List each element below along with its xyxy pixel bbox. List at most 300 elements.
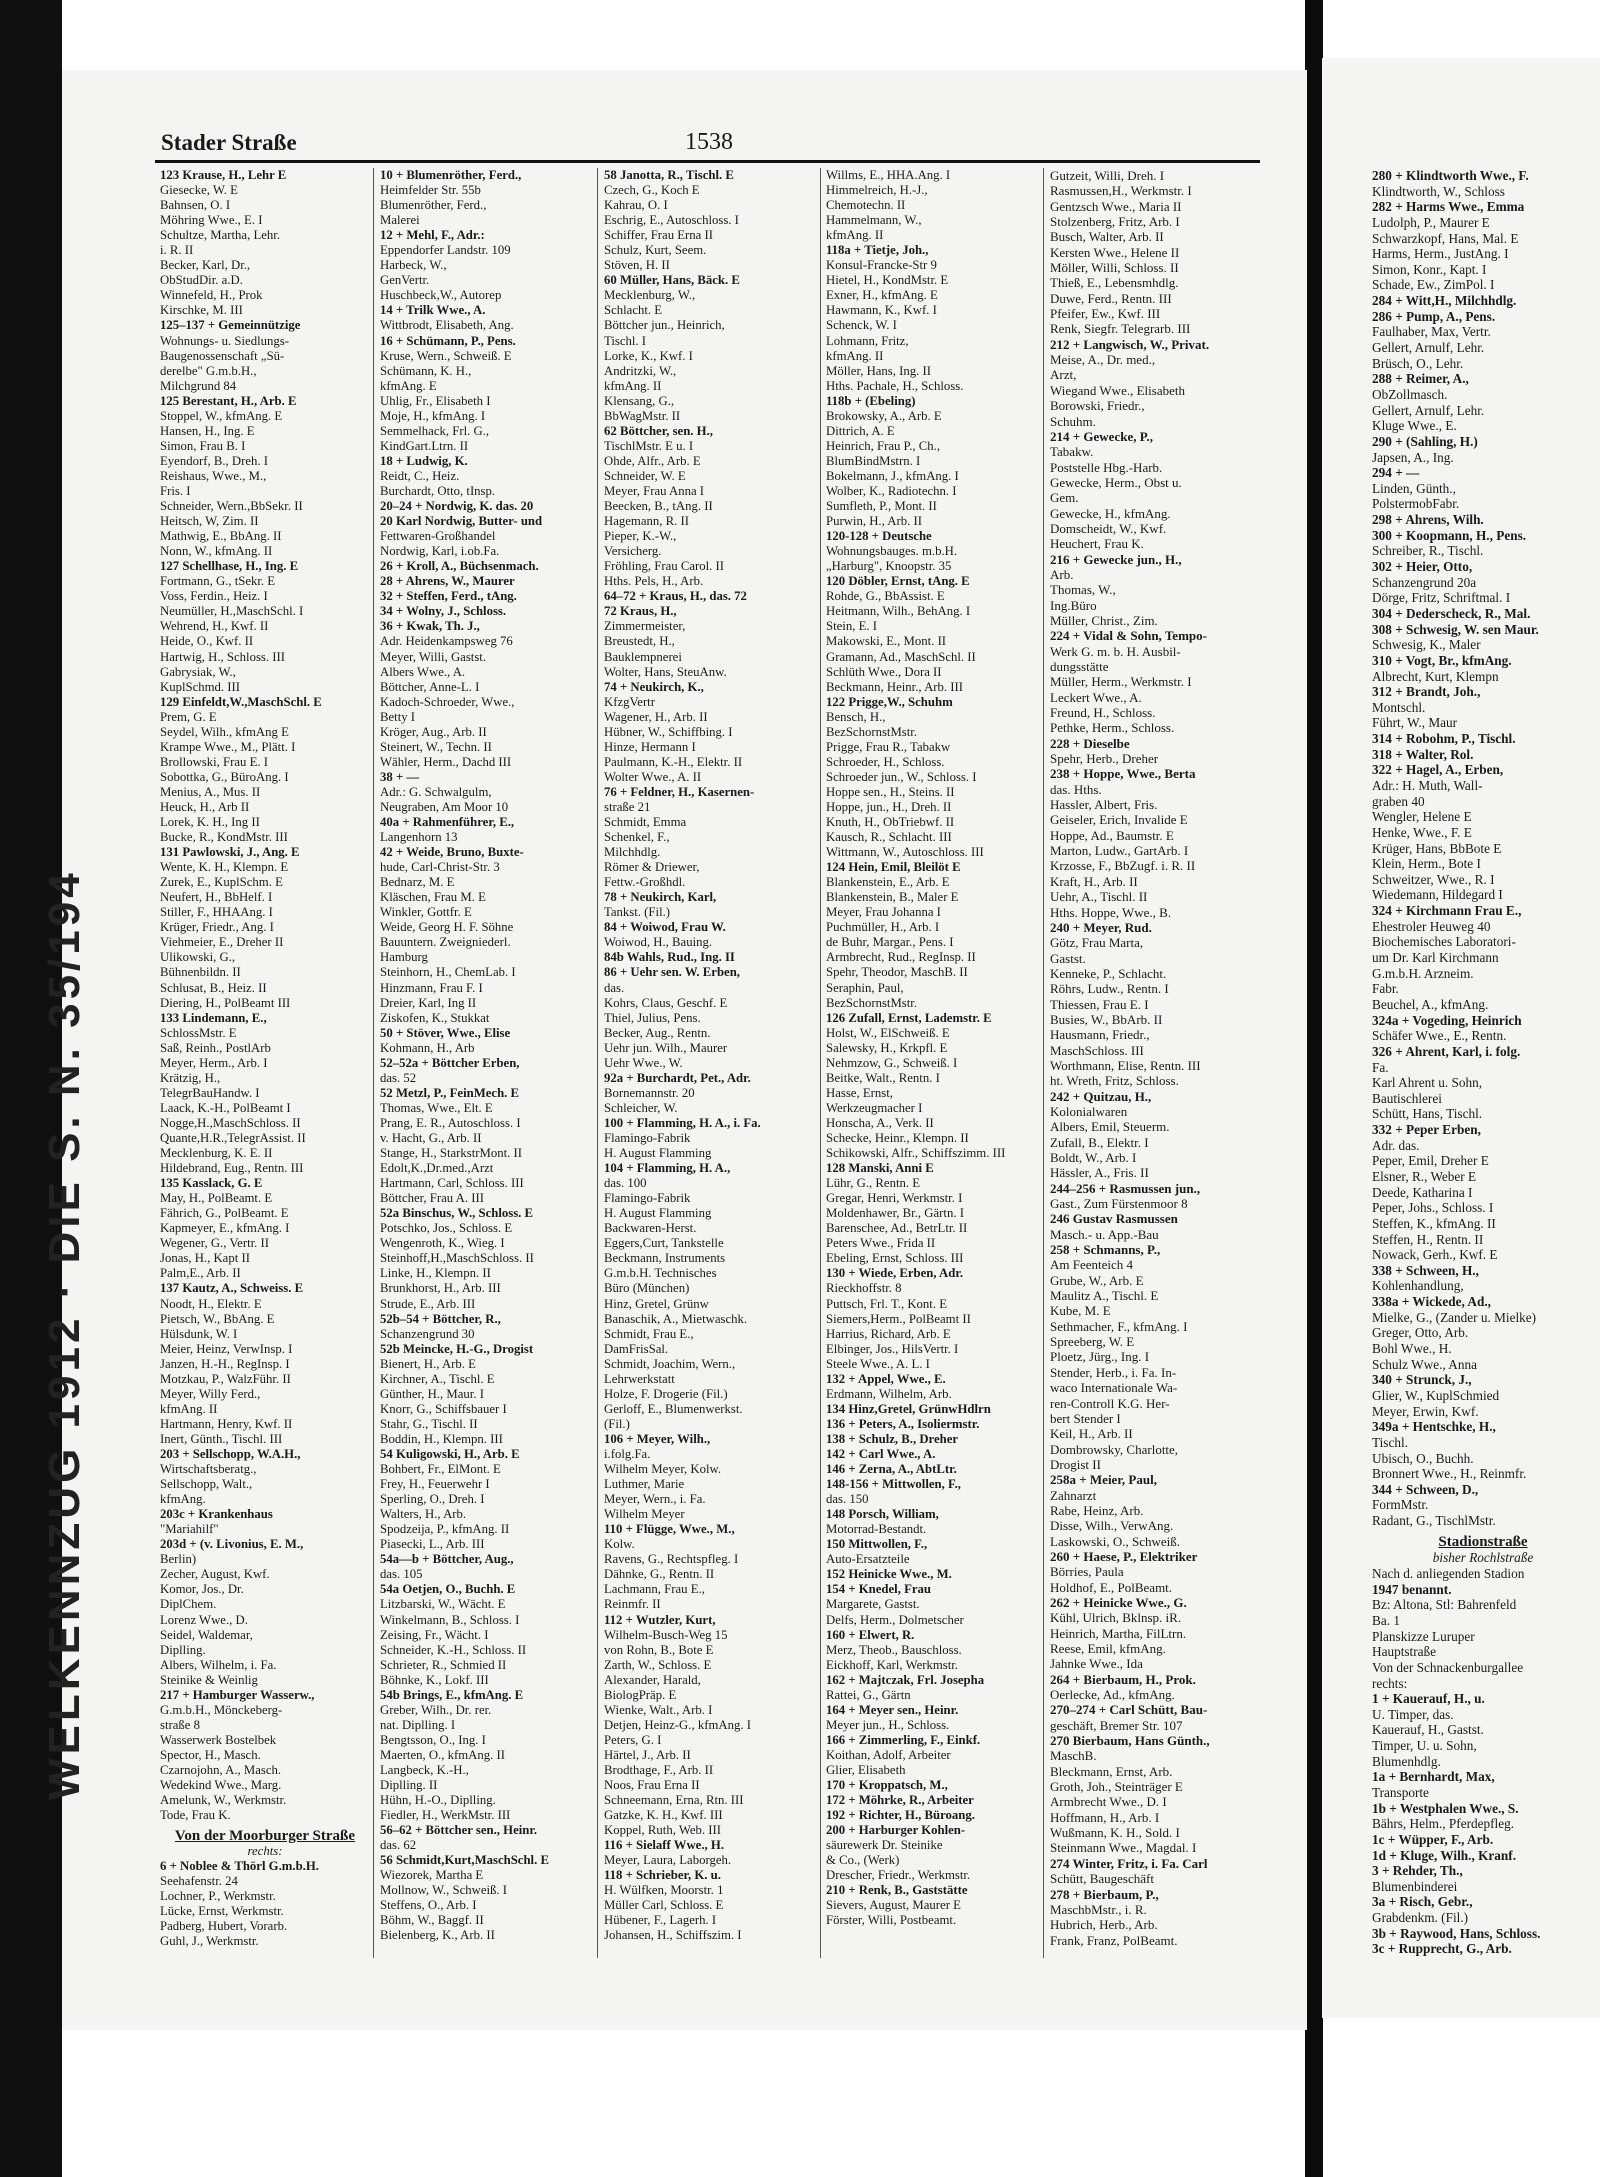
directory-entry: Siemers,Herm., PolBeamt II bbox=[826, 1311, 971, 1326]
directory-entry: Schümann, K. H., bbox=[380, 363, 472, 378]
directory-entry: Simon, Konr., Kapt. I bbox=[1372, 261, 1487, 277]
directory-entry: 3c + Rupprecht, G., Arb. bbox=[1372, 1941, 1512, 1957]
directory-entry: 286 + Pump, A., Pens. bbox=[1372, 308, 1496, 324]
directory-entry: Langbeck, K.-H., bbox=[380, 1762, 469, 1777]
directory-entry: 338 + Schween, H., bbox=[1372, 1262, 1479, 1278]
directory-entry: 123 Krause, H., Lehr E bbox=[160, 168, 287, 182]
directory-entry: 32 + Steffen, Ferd., tAng. bbox=[380, 589, 517, 604]
directory-entry: Mollnow, W., Schweiß. I bbox=[380, 1883, 508, 1898]
directory-entry: Bleckmann, Ernst, Arb. bbox=[1050, 1763, 1173, 1779]
directory-entry: Heitsch, W, Zim. II bbox=[160, 514, 259, 529]
directory-entry: "Mariahilf" bbox=[160, 1522, 219, 1537]
directory-entry: Wehrend, H., Kwf. II bbox=[160, 619, 269, 634]
directory-entry: 210 + Renk, B., Gaststätte bbox=[826, 1883, 968, 1898]
directory-entry: Heimfelder Str. 55b bbox=[380, 183, 481, 198]
directory-entry: Voss, Ferdin., Heiz. I bbox=[160, 589, 268, 604]
directory-entry: Ehestroler Heuweg 40 bbox=[1372, 918, 1491, 934]
directory-entry: Holst, W., ElSchweiß. E bbox=[826, 1025, 950, 1040]
directory-entry: Bucke, R., KondMstr. III bbox=[160, 830, 288, 845]
directory-entry: Fris. I bbox=[160, 483, 191, 498]
directory-entry: Koppel, Ruth, Web. III bbox=[604, 1823, 722, 1838]
directory-entry: Reese, Emil, kfmAng. bbox=[1050, 1641, 1166, 1656]
directory-entry: Kausch, R., Schlacht. III bbox=[826, 830, 952, 845]
directory-entry: Margarete, Gastst. bbox=[826, 1597, 920, 1612]
directory-entry: Timper, U. u. Sohn, bbox=[1372, 1738, 1477, 1754]
column-3 bbox=[604, 168, 818, 1958]
directory-entry: 136 + Peters, A., Isoliermstr. bbox=[826, 1416, 980, 1431]
directory-entry: 152 Heinicke Wwe., M. bbox=[826, 1567, 952, 1582]
directory-entry: Bohl Wwe., H. bbox=[1372, 1341, 1452, 1357]
directory-entry: KindGart.Ltrn. II bbox=[380, 438, 469, 453]
directory-entry: Kenneke, P., Schlacht. bbox=[1050, 965, 1167, 981]
directory-entry: Milchgrund 84 bbox=[160, 378, 237, 393]
directory-entry: Lochner, P., Werkmstr. bbox=[160, 1889, 276, 1904]
directory-entry: Gatzke, K. H., Kwf. III bbox=[604, 1808, 723, 1823]
directory-entry: 118 + Schrieber, K. u. bbox=[604, 1868, 721, 1883]
directory-entry: Oerlecke, Ad., kfmAng. bbox=[1050, 1687, 1175, 1703]
directory-entry: Wirtschaftsberatg., bbox=[160, 1462, 257, 1477]
directory-entry: Henke, Wwe., F. E bbox=[1372, 824, 1472, 840]
directory-entry: Ing.Büro bbox=[1050, 597, 1097, 613]
directory-entry: 100 + Flamming, H. A., i. Fa. bbox=[604, 1115, 761, 1130]
directory-entry: 3 + Rehder, Th., bbox=[1372, 1863, 1463, 1879]
directory-entry: 324a + Vogeding, Heinrich bbox=[1372, 1012, 1522, 1028]
directory-entry: Büro (München) bbox=[604, 1281, 690, 1296]
directory-entry: Barenschee, Ad., BetrLtr. II bbox=[826, 1221, 968, 1236]
directory-entry: Schroeder, H., Schloss. bbox=[826, 754, 945, 769]
directory-entry: Hinze, Hermann I bbox=[604, 739, 696, 754]
directory-entry: Peper, Emil, Dreher E bbox=[1372, 1153, 1489, 1169]
directory-entry: Strude, E., Arb. III bbox=[380, 1296, 476, 1311]
directory-entry: Hths. Hoppe, Wwe., B. bbox=[1050, 904, 1172, 920]
directory-entry: Thomas, W., bbox=[1050, 582, 1116, 598]
directory-entry: Nordwig, Karl, i.ob.Fa. bbox=[380, 544, 500, 559]
directory-entry: Steele Wwe., A. L. I bbox=[826, 1356, 930, 1371]
directory-entry: 74 + Neukirch, K., bbox=[604, 679, 704, 694]
directory-entry: Eschrig, E., Autoschloss. I bbox=[604, 213, 739, 228]
directory-entry: Thieß, E., Lebensmhdlg. bbox=[1050, 275, 1179, 291]
directory-entry: Elbinger, Jos., HilsVertr. I bbox=[826, 1341, 959, 1356]
directory-entry: Schütt, Hans, Tischl. bbox=[1372, 1106, 1483, 1122]
directory-entry: Zufall, B., Elektr. I bbox=[1050, 1134, 1149, 1150]
directory-entry: Schultze, Martha, Lehr. bbox=[160, 228, 281, 243]
directory-entry: 304 + Dederscheck, R., Mal. bbox=[1372, 605, 1531, 621]
directory-entry: Brunkhorst, H., Arb. III bbox=[380, 1281, 501, 1296]
section-title: Stadionstraße bbox=[1438, 1533, 1528, 1550]
directory-entry: Beitke, Walt., Rentn. I bbox=[826, 1070, 940, 1085]
directory-entry: Rattei, G., Gärtn bbox=[826, 1687, 911, 1702]
directory-entry: Wolber, K., Radiotechn. I bbox=[826, 483, 957, 498]
directory-entry: Montschl. bbox=[1372, 699, 1426, 715]
directory-entry: 130 + Wiede, Erben, Adr. bbox=[826, 1266, 964, 1281]
directory-entry: Neumüller, H.,MaschSchl. I bbox=[160, 604, 304, 619]
directory-entry: Weide, Georg H. F. Söhne bbox=[380, 920, 514, 935]
directory-entry: Uehr Wwe., W. bbox=[604, 1055, 683, 1070]
directory-entry: Spector, H., Masch. bbox=[160, 1747, 261, 1762]
directory-entry: 54a Oetjen, O., Buchh. E bbox=[380, 1582, 516, 1597]
directory-entry: Dittrich, A. E bbox=[826, 423, 895, 438]
directory-entry: 148 Porsch, William, bbox=[826, 1507, 939, 1522]
directory-entry: Lorenz Wwe., D. bbox=[160, 1612, 248, 1627]
directory-entry: 126 Zufall, Ernst, Lademstr. E bbox=[826, 1010, 992, 1025]
directory-entry: 318 + Walter, Rol. bbox=[1372, 746, 1474, 762]
directory-entry: 58 Janotta, R., Tischl. E bbox=[604, 168, 734, 182]
page-number: 1538 bbox=[685, 129, 733, 155]
directory-entry: Thiessen, Frau E. I bbox=[1050, 996, 1149, 1012]
directory-entry: Jahnke Wwe., Ida bbox=[1050, 1656, 1143, 1672]
directory-entry: Hths. Pels, H., Arb. bbox=[604, 574, 704, 589]
directory-entry: Stender, Herb., i. Fa. In- bbox=[1050, 1364, 1177, 1380]
directory-entry: 135 Kasslack, G. E bbox=[160, 1176, 263, 1191]
directory-entry: Lachmann, Frau E., bbox=[604, 1582, 705, 1597]
directory-entry: Wolter, Hans, SteuAnw. bbox=[604, 664, 727, 679]
column-5 bbox=[1050, 168, 1264, 1958]
directory-entry: 18 + Ludwig, K. bbox=[380, 453, 468, 468]
directory-entry: Meyer, Willi, Gastst. bbox=[380, 649, 487, 664]
directory-entry: i. R. II bbox=[160, 243, 194, 258]
directory-entry: 166 + Zimmerling, F., Einkf. bbox=[826, 1732, 981, 1747]
directory-entry: Biochemisches Laboratori- bbox=[1372, 934, 1516, 950]
directory-entry: 54b Brings, E., kfmAng. E bbox=[380, 1687, 524, 1702]
directory-entry: Erdmann, Wilhelm, Arb. bbox=[826, 1386, 952, 1401]
directory-entry: kfmAng. II bbox=[160, 1401, 218, 1416]
directory-entry: Schütt, Baugeschäft bbox=[1050, 1871, 1154, 1887]
directory-entry: 78 + Neukirch, Karl, bbox=[604, 890, 717, 905]
directory-entry: 54 Kuligowski, H., Arb. E bbox=[380, 1446, 520, 1461]
directory-entry: Gellert, Arnulf, Lehr. bbox=[1372, 340, 1485, 356]
directory-entry: Reishaus, Wwe., M., bbox=[160, 468, 267, 483]
street-title: Stader Straße bbox=[161, 130, 297, 155]
directory-entry: das. 62 bbox=[380, 1838, 417, 1853]
directory-entry: Seehafenstr. 24 bbox=[160, 1874, 238, 1889]
directory-entry: MaschSchloss. III bbox=[1050, 1042, 1144, 1058]
directory-entry: Hths. Pachale, H., Schloss. bbox=[826, 378, 964, 393]
directory-entry: Seydel, Wilh., kfmAng E bbox=[160, 724, 289, 739]
directory-entry: Bielenberg, K., Arb. II bbox=[380, 1928, 495, 1943]
directory-entry: Disse, Wilh., VerwAng. bbox=[1050, 1518, 1174, 1534]
directory-entry: Bohbert, Fr., ElMont. E bbox=[380, 1462, 501, 1477]
directory-entry: Fa. bbox=[1372, 1059, 1389, 1075]
directory-entry: Sobottka, G., BüroAng. I bbox=[160, 769, 289, 784]
directory-entry: Hoffmann, H., Arb. I bbox=[1050, 1809, 1160, 1825]
directory-entry: Woiwod, H., Bauing. bbox=[604, 935, 713, 950]
directory-entry: Schneider, W. E bbox=[604, 468, 686, 483]
directory-entry: Winkelmann, B., Schloss. I bbox=[380, 1612, 520, 1627]
directory-entry: Heinrich, Frau P., Ch., bbox=[826, 438, 941, 453]
directory-entry: um Dr. Karl Kirchmann bbox=[1372, 950, 1499, 966]
directory-entry: Keil, H., Arb. II bbox=[1050, 1426, 1133, 1442]
directory-entry: H. August Flamming bbox=[604, 1206, 712, 1221]
directory-entry: Wente, K. H., Klempn. E bbox=[160, 860, 289, 875]
directory-entry: Fortmann, G., tSekr. E bbox=[160, 574, 276, 589]
directory-entry: 228 + Dieselbe bbox=[1050, 735, 1130, 751]
directory-entry: Adr.: G. Schwalgulm, bbox=[380, 784, 492, 799]
directory-entry: 120-128 + Deutsche bbox=[826, 529, 932, 544]
directory-entry: 290 + (Sahling, H.) bbox=[1372, 433, 1478, 449]
directory-entry: Wolter Wwe., A. II bbox=[604, 769, 702, 784]
directory-entry: Pethke, Herm., Schloss. bbox=[1050, 720, 1175, 736]
directory-entry: Potschko, Jos., Schloss. E bbox=[380, 1221, 513, 1236]
directory-entry: das. 52 bbox=[380, 1070, 417, 1085]
directory-entry: Koithan, Adolf, Arbeiter bbox=[826, 1747, 951, 1762]
directory-entry: Pfeifer, Ew., Kwf. III bbox=[1050, 306, 1161, 322]
directory-entry: Kohrs, Claus, Geschf. E bbox=[604, 995, 728, 1010]
directory-entry: Müller Carl, Schloss. E bbox=[604, 1898, 724, 1913]
directory-entry: Nonn, W., kfmAng. II bbox=[160, 544, 273, 559]
column-rule bbox=[597, 168, 598, 1958]
directory-entry: G.m.b.H. Technisches bbox=[604, 1266, 717, 1281]
directory-entry: Schneider, Wern.,BbSekr. II bbox=[160, 499, 303, 514]
directory-entry: kfmAng. II bbox=[826, 348, 884, 363]
directory-entry: Reidt, C., Heiz. bbox=[380, 468, 460, 483]
directory-entry: Knorr, G., Schiffsbauer I bbox=[380, 1401, 507, 1416]
directory-entry: 112 + Wutzler, Kurt, bbox=[604, 1612, 716, 1627]
directory-entry: Maerten, O., kfmAng. II bbox=[380, 1747, 505, 1762]
directory-entry: Wengenroth, K., Wieg. I bbox=[380, 1236, 505, 1251]
directory-entry: Zurek, E., KuplSchm. E bbox=[160, 875, 283, 890]
directory-entry: ht. Wreth, Fritz, Schloss. bbox=[1050, 1073, 1179, 1089]
directory-entry: Bednarz, M. E bbox=[380, 875, 455, 890]
directory-entry: Steinhorn, H., ChemLab. I bbox=[380, 965, 516, 980]
directory-entry: Motzkau, P., WalzFühr. II bbox=[160, 1371, 291, 1386]
directory-entry: Purwin, H., Arb. II bbox=[826, 514, 922, 529]
directory-entry: Bronnert Wwe., H., Reinmfr. bbox=[1372, 1466, 1527, 1482]
directory-entry: Schanzengrund 20a bbox=[1372, 574, 1477, 590]
directory-entry: 203 + Sellschopp, W.A.H., bbox=[160, 1446, 301, 1461]
directory-entry: nat. Diplling. I bbox=[380, 1717, 456, 1732]
directory-entry: Huschbeck,W., Autorep bbox=[380, 288, 502, 303]
directory-entry: 64–72 + Kraus, H., das. 72 bbox=[604, 589, 747, 604]
directory-entry: Kahrau, O. I bbox=[604, 198, 668, 213]
directory-entry: Alexander, Harald, bbox=[604, 1672, 701, 1687]
directory-entry: 244–256 + Rasmussen jun., bbox=[1050, 1180, 1201, 1196]
directory-entry: Meyer, Willy Ferd., bbox=[160, 1386, 261, 1401]
directory-entry: Amelunk, W., Werkmstr. bbox=[160, 1793, 287, 1808]
directory-entry: Fiedler, H., WerkMstr. III bbox=[380, 1808, 511, 1823]
directory-entry: Kolonialwaren bbox=[1050, 1103, 1128, 1119]
directory-entry: 262 + Heinicke Wwe., G. bbox=[1050, 1594, 1187, 1610]
directory-entry: Arb. bbox=[1050, 566, 1074, 582]
directory-entry: Lorke, K., Kwf. I bbox=[604, 348, 693, 363]
directory-entry: Brodthage, F., Arb. II bbox=[604, 1762, 714, 1777]
directory-entry: Konsul-Francke-Str 9 bbox=[826, 258, 937, 273]
directory-entry: Nehmzow, G., Schweiß. I bbox=[826, 1055, 958, 1070]
directory-entry: Wohnungsbauges. m.b.H. bbox=[826, 544, 958, 559]
directory-entry: 54a—b + Böttcher, Aug., bbox=[380, 1552, 514, 1567]
directory-entry: 324 + Kirchmann Frau E., bbox=[1372, 903, 1522, 919]
directory-entry: PolstermobFabr. bbox=[1372, 496, 1460, 512]
column-rule bbox=[820, 168, 821, 1958]
directory-entry: Bahnsen, O. I bbox=[160, 198, 231, 213]
directory-entry: Gramann, Ad., MaschSchl. II bbox=[826, 649, 976, 664]
directory-entry: Tischl. I bbox=[604, 333, 647, 348]
directory-entry: 300 + Koopmann, H., Pens. bbox=[1372, 527, 1527, 543]
directory-entry: 52–52a + Böttcher Erben, bbox=[380, 1055, 520, 1070]
directory-entry: Schlacht. E bbox=[604, 303, 663, 318]
directory-entry: Greber, Wilh., Dr. rer. bbox=[380, 1702, 492, 1717]
directory-entry: 14 + Trilk Wwe., A. bbox=[380, 303, 486, 318]
directory-entry: Krzosse, F., BbZugf. i. R. II bbox=[1050, 858, 1196, 874]
directory-entry: Bokelmann, J., kfmAng. I bbox=[826, 468, 959, 483]
directory-entry: 260 + Haese, P., Elektriker bbox=[1050, 1548, 1198, 1564]
directory-entry: Kohmann, H., Arb bbox=[380, 1040, 475, 1055]
directory-entry: 84b Wahls, Rud., Ing. II bbox=[604, 950, 735, 965]
directory-entry: Klein, Herm., Bote I bbox=[1372, 856, 1481, 872]
directory-entry: 125 Berestant, H., Arb. E bbox=[160, 393, 297, 408]
column-rule bbox=[1043, 168, 1044, 1958]
directory-entry: Hülsdunk, W. I bbox=[160, 1326, 238, 1341]
directory-entry: Stahr, G., Tischl. II bbox=[380, 1416, 478, 1431]
directory-entry: Kraft, H., Arb. II bbox=[1050, 873, 1138, 889]
directory-entry: Lehrwerkstatt bbox=[604, 1371, 675, 1386]
directory-entry: Czarnojohn, A., Masch. bbox=[160, 1762, 282, 1777]
directory-entry: dungsstätte bbox=[1050, 659, 1109, 674]
directory-entry: Lücke, Ernst, Werkmstr. bbox=[160, 1904, 284, 1919]
directory-entry: Leckert Wwe., A. bbox=[1050, 689, 1142, 705]
directory-entry: Stolzenberg, Fritz, Arb. I bbox=[1050, 214, 1180, 230]
side-marker-text: WELKENNZUG 1912 · DIE S. N. 35/194 bbox=[40, 869, 89, 1800]
directory-entry: ObStudDir. a.D. bbox=[160, 273, 243, 288]
directory-entry: Gentzsch Wwe., Maria II bbox=[1050, 198, 1182, 214]
directory-entry: Stange, H., StarkstrMont. II bbox=[380, 1146, 523, 1161]
directory-entry: Hoppe, Ad., Baumstr. E bbox=[1050, 827, 1174, 843]
section-block bbox=[1372, 1535, 1594, 1957]
directory-entry: Förster, Willi, Postbeamt. bbox=[826, 1913, 957, 1928]
directory-entry: 20 Karl Nordwig, Butter- und bbox=[380, 514, 543, 529]
directory-entry: Brokowsky, A., Arb. E bbox=[826, 408, 942, 423]
directory-entry: Mecklenburg, W., bbox=[604, 288, 696, 303]
directory-entry: Möhring Wwe., E. I bbox=[160, 213, 263, 228]
directory-entry: 332 + Peper Erben, bbox=[1372, 1122, 1481, 1138]
directory-entry: Krüger, Hans, BbBote E bbox=[1372, 840, 1502, 856]
directory-entry: Backwaren-Herst. bbox=[604, 1221, 697, 1236]
directory-entry: Schiffer, Frau Erna II bbox=[604, 228, 714, 243]
directory-entry: ObZollmasch. bbox=[1372, 386, 1448, 402]
directory-entry: Hässler, A., Fris. II bbox=[1050, 1165, 1149, 1181]
directory-entry: Winkler, Gottfr. E bbox=[380, 905, 472, 920]
directory-entry: BezSchornstMstr. bbox=[826, 724, 918, 739]
directory-entry: Krätzig, H., bbox=[160, 1070, 221, 1085]
directory-entry: Rasmussen,H., Werkmstr. I bbox=[1050, 183, 1192, 199]
directory-entry: 128 Manski, Anni E bbox=[826, 1161, 934, 1176]
directory-entry: Kolw. bbox=[604, 1537, 635, 1552]
directory-entry: 120 Döbler, Ernst, tAng. E bbox=[826, 574, 970, 589]
directory-entry: Fettwaren-Großhandel bbox=[380, 529, 496, 544]
directory-entry: Piasecki, L., Arb. III bbox=[380, 1537, 485, 1552]
directory-entry: Böttcher, Frau A. III bbox=[380, 1191, 484, 1206]
directory-entry: Zeising, Fr., Wächt. I bbox=[380, 1627, 489, 1642]
directory-entry: graben 40 bbox=[1372, 793, 1425, 809]
directory-entry: Palm,E., Arb. II bbox=[160, 1266, 241, 1281]
directory-entry: Meyer, Frau Anna I bbox=[604, 483, 705, 498]
directory-entry: Kadoch-Schroeder, Wwe., bbox=[380, 694, 515, 709]
directory-entry: Gabrysiak, W., bbox=[160, 664, 236, 679]
directory-entry: Bauuntern. Zweigniederl. bbox=[380, 935, 511, 950]
directory-entry: 314 + Robohm, P., Tischl. bbox=[1372, 731, 1516, 747]
directory-entry: Blumenhdlg. bbox=[1372, 1753, 1441, 1769]
directory-entry: 131 Pawlowski, J., Ang. E bbox=[160, 845, 300, 860]
directory-entry: 138 + Schulz, B., Dreher bbox=[826, 1431, 959, 1446]
directory-entry: Kapmeyer, E., kfmAng. I bbox=[160, 1221, 290, 1236]
directory-entry: Wilhelm Meyer bbox=[604, 1507, 685, 1522]
directory-entry: Kube, M. E bbox=[1050, 1303, 1111, 1319]
directory-entry: Salewsky, H., Krkpfl. E bbox=[826, 1040, 948, 1055]
directory-entry: Wittmann, W., Autoschloss. III bbox=[826, 845, 984, 860]
directory-entry: 294 + — bbox=[1372, 465, 1420, 481]
directory-entry: Albers, Emil, Steuerm. bbox=[1050, 1119, 1170, 1135]
directory-entry: Fröhling, Frau Carol. II bbox=[604, 559, 725, 574]
directory-entry: Wagener, H., Arb. II bbox=[604, 709, 708, 724]
directory-entry: Viehmeier, E., Dreher II bbox=[160, 935, 284, 950]
directory-entry: Heuchert, Frau K. bbox=[1050, 536, 1144, 552]
directory-entry: Motorrad-Bestandt. bbox=[826, 1522, 927, 1537]
directory-entry: 3a + Risch, Gebr., bbox=[1372, 1894, 1473, 1910]
directory-entry: TelegrBauHandw. I bbox=[160, 1085, 260, 1100]
column-2 bbox=[380, 168, 594, 1958]
column-1 bbox=[160, 168, 370, 1958]
directory-entry: Steffens, O., Arb. I bbox=[380, 1898, 477, 1913]
directory-entry: Uehr, A., Tischl. II bbox=[1050, 889, 1148, 905]
directory-entry: Domscheidt, W., Kwf. bbox=[1050, 520, 1167, 536]
directory-entry: Maulitz A., Tischl. E bbox=[1050, 1288, 1159, 1304]
directory-entry: Versicherg. bbox=[604, 544, 662, 559]
directory-entry: Steinmann Wwe., Magdal. I bbox=[1050, 1840, 1197, 1856]
directory-entry: Hassler, Albert, Fris. bbox=[1050, 797, 1158, 813]
directory-entry: Hoppe, jun., H., Dreh. II bbox=[826, 799, 952, 814]
directory-entry: Japsen, A., Ing. bbox=[1372, 449, 1454, 465]
directory-entry: Diering, H., PolBeamt III bbox=[160, 995, 291, 1010]
directory-entry: Exner, H., kfmAng. E bbox=[826, 288, 938, 303]
directory-entry: Ploetz, Jürg., Ing. I bbox=[1050, 1349, 1150, 1365]
directory-entry: Werk G. m. b. H. Ausbil- bbox=[1050, 643, 1181, 659]
directory-entry: Stiller, F., HHAAng. I bbox=[160, 905, 273, 920]
directory-entry: Glier, W., KuplSchmied bbox=[1372, 1387, 1500, 1403]
directory-entry: Delfs, Herm., Dolmetscher bbox=[826, 1612, 964, 1627]
directory-entry: kfmAng. bbox=[160, 1492, 206, 1507]
directory-entry: 118b + (Ebeling) bbox=[826, 393, 916, 408]
directory-entry: 1a + Bernhardt, Max, bbox=[1372, 1769, 1495, 1785]
directory-entry: 310 + Vogt, Br., kfmAng. bbox=[1372, 652, 1512, 668]
directory-entry: Gem. bbox=[1050, 490, 1079, 506]
directory-entry: 92a + Burchardt, Pet., Adr. bbox=[604, 1070, 751, 1085]
directory-entry: Heitmann, Wilh., BehAng. I bbox=[826, 604, 971, 619]
section-note: rechts: bbox=[247, 1844, 283, 1859]
directory-entry: Boddin, H., Klempn. III bbox=[380, 1431, 503, 1446]
directory-entry: Krüger, Friedr., Ang. I bbox=[160, 920, 274, 935]
directory-entry: Merz, Theob., Bauschloss. bbox=[826, 1642, 962, 1657]
directory-entry: 170 + Kroppatsch, M., bbox=[826, 1778, 948, 1793]
directory-entry: G.m.b.H. Arzneim. bbox=[1372, 965, 1474, 981]
directory-entry: Klensang, G., bbox=[604, 393, 675, 408]
directory-entry: Noodt, H., Elektr. E bbox=[160, 1296, 262, 1311]
directory-entry: Sievers, August, Maurer E bbox=[826, 1898, 961, 1913]
directory-entry: Semmelhack, Frl. G., bbox=[380, 423, 490, 438]
directory-entry: 12 + Mehl, F., Adr.: bbox=[380, 228, 485, 243]
directory-entry: Dörge, Fritz, Schriftmal. I bbox=[1372, 590, 1511, 606]
directory-entry: Schmidt, Joachim, Wern., bbox=[604, 1356, 736, 1371]
directory-entry: Schwarzkopf, Hans, Mal. E bbox=[1372, 230, 1519, 246]
column-rule bbox=[373, 168, 374, 1958]
directory-entry: Albrecht, Kurt, Klempn bbox=[1372, 668, 1499, 684]
directory-entry: Simon, Frau B. I bbox=[160, 438, 246, 453]
directory-entry: Bühnenbildn. II bbox=[160, 965, 241, 980]
directory-entry: Am Feenteich 4 bbox=[1050, 1257, 1134, 1273]
directory-entry: Gerloff, E., Blumenwerkst. bbox=[604, 1401, 743, 1416]
directory-entry: Wasserwerk Bostelbek bbox=[160, 1732, 277, 1747]
directory-entry: Edolt,K.,Dr.med.,Arzt bbox=[380, 1161, 494, 1176]
directory-entry: Transporte bbox=[1372, 1784, 1429, 1800]
directory-entry: Bz: Altona, Stl: Bahrenfeld bbox=[1372, 1597, 1517, 1613]
